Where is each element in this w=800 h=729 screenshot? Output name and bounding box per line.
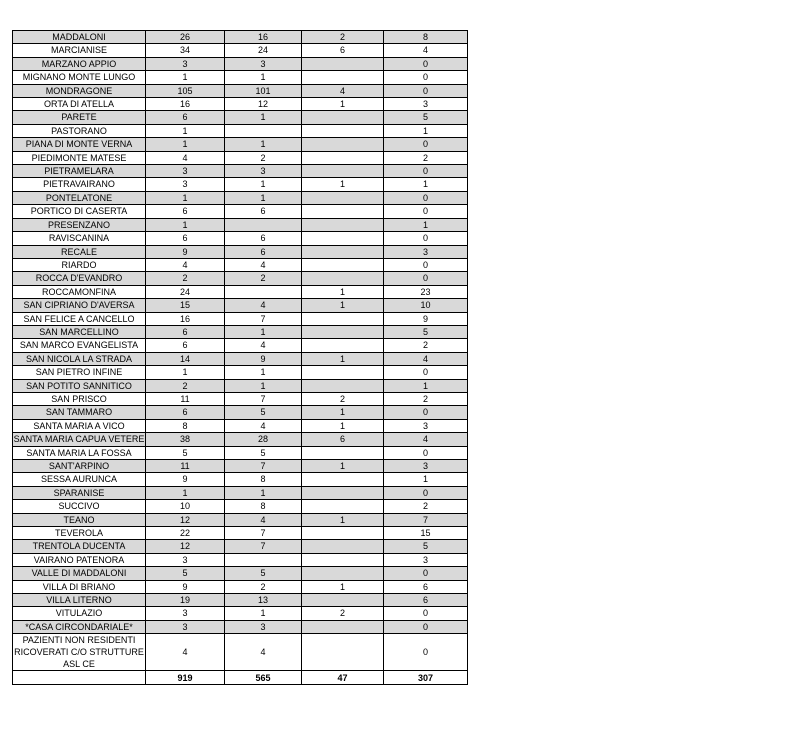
municipality-cell: VILLA LITERNO	[13, 594, 146, 607]
municipality-cell: SAN CIPRIANO D'AVERSA	[13, 299, 146, 312]
total-cell: 16	[146, 98, 225, 111]
column-4-cell: 0	[384, 620, 468, 633]
column-4-cell: 6	[384, 594, 468, 607]
column-4-cell: 8	[384, 31, 468, 44]
total-cell: 9	[146, 245, 225, 258]
table-row	[13, 580, 468, 593]
total-cell: 2	[146, 379, 225, 392]
table-row	[13, 513, 468, 526]
total-cell: 6	[146, 406, 225, 419]
column-4-cell: 3	[384, 98, 468, 111]
total-cell: 4	[146, 151, 225, 164]
total-cell: 2	[146, 272, 225, 285]
column-3-cell: 2	[302, 31, 384, 44]
column-2-cell: 7	[225, 392, 302, 405]
column-3-cell	[302, 446, 384, 459]
column-4-cell: 0	[384, 446, 468, 459]
column-2-cell: 7	[225, 527, 302, 540]
municipality-cell: SAN PIETRO INFINE	[13, 366, 146, 379]
column-4-cell: 3	[384, 419, 468, 432]
total-cell: 1	[146, 124, 225, 137]
column-3-cell	[302, 594, 384, 607]
total-cell: 22	[146, 527, 225, 540]
totals-municipality-cell	[13, 671, 146, 685]
column-4-cell: 0	[384, 165, 468, 178]
municipality-cell: SAN MARCELLINO	[13, 325, 146, 338]
column-2-cell	[225, 285, 302, 298]
column-4-cell: 0	[384, 258, 468, 271]
column-3-cell	[302, 111, 384, 124]
column-3-cell	[302, 151, 384, 164]
municipality-cell: PIEDIMONTE MATESE	[13, 151, 146, 164]
table-row	[13, 446, 468, 459]
table-row	[13, 553, 468, 566]
column-3-cell: 2	[302, 392, 384, 405]
column-4-cell: 0	[384, 71, 468, 84]
table-row	[13, 473, 468, 486]
totals-row	[13, 671, 468, 685]
table-row	[13, 312, 468, 325]
total-cell: 1	[146, 71, 225, 84]
column-2-cell: 101	[225, 84, 302, 97]
column-2-cell: 9	[225, 352, 302, 365]
total-cell: 9	[146, 580, 225, 593]
table-row	[13, 258, 468, 271]
municipality-cell: MONDRAGONE	[13, 84, 146, 97]
municipality-cell: MARCIANISE	[13, 44, 146, 57]
municipality-cell: SANT'ARPINO	[13, 460, 146, 473]
column-3-cell	[302, 486, 384, 499]
total-cell: 6	[146, 205, 225, 218]
municipality-cell: VAIRANO PATENORA	[13, 553, 146, 566]
total-cell: 9	[146, 473, 225, 486]
column-3-cell	[302, 57, 384, 70]
column-4-cell: 6	[384, 580, 468, 593]
column-4-cell: 1	[384, 124, 468, 137]
column-4-cell: 5	[384, 325, 468, 338]
table-row	[13, 31, 468, 44]
column-2-cell: 2	[225, 580, 302, 593]
column-2-cell: 4	[225, 258, 302, 271]
column-4-cell: 10	[384, 299, 468, 312]
column-4-cell: 23	[384, 285, 468, 298]
totals-column-3-cell: 47	[302, 671, 384, 685]
data-table-container	[12, 30, 468, 685]
column-2-cell: 1	[225, 138, 302, 151]
column-3-cell: 1	[302, 419, 384, 432]
municipality-cell: SANTA MARIA CAPUA VETERE	[13, 434, 145, 445]
column-2-cell: 1	[225, 191, 302, 204]
municipality-cell: SAN TAMMARO	[13, 406, 146, 419]
table-row	[13, 71, 468, 84]
total-cell: 3	[146, 620, 225, 633]
total-cell: 19	[146, 594, 225, 607]
table-row	[13, 272, 468, 285]
column-4-cell: 3	[384, 245, 468, 258]
column-3-cell	[302, 312, 384, 325]
table-row	[13, 245, 468, 258]
column-2-cell: 1	[225, 325, 302, 338]
table-row	[13, 486, 468, 499]
total-cell: 8	[146, 419, 225, 432]
column-2-cell: 1	[225, 379, 302, 392]
table-row	[13, 634, 468, 671]
municipality-cell: SAN POTITO SANNITICO	[13, 379, 146, 392]
column-4-cell: 1	[384, 473, 468, 486]
column-2-cell: 4	[225, 339, 302, 352]
column-3-cell: 6	[302, 44, 384, 57]
column-2-cell	[225, 124, 302, 137]
municipality-cell: VITULAZIO	[13, 607, 146, 620]
municipality-cell: ORTA DI ATELLA	[13, 98, 146, 111]
municipality-cell: RAVISCANINA	[13, 232, 146, 245]
table-row	[13, 44, 468, 57]
column-3-cell: 1	[302, 285, 384, 298]
municipality-cell: RECALE	[13, 245, 146, 258]
column-4-cell: 0	[384, 634, 468, 671]
total-cell: 6	[146, 111, 225, 124]
municipality-cell: *CASA CIRCONDARIALE*	[13, 620, 146, 633]
total-cell: 15	[146, 299, 225, 312]
column-4-cell: 5	[384, 111, 468, 124]
table-row	[13, 366, 468, 379]
total-cell: 14	[146, 352, 225, 365]
column-2-cell: 12	[225, 98, 302, 111]
total-cell: 1	[146, 366, 225, 379]
column-4-cell: 2	[384, 392, 468, 405]
column-2-cell: 1	[225, 111, 302, 124]
column-3-cell: 6	[302, 433, 384, 446]
table-row	[13, 111, 468, 124]
total-cell: 5	[146, 567, 225, 580]
table-body	[13, 31, 468, 685]
total-cell: 12	[146, 513, 225, 526]
total-cell: 26	[146, 31, 225, 44]
totals-column-2-cell: 565	[225, 671, 302, 685]
column-4-cell: 2	[384, 339, 468, 352]
column-4-cell: 0	[384, 84, 468, 97]
total-cell: 38	[146, 433, 225, 446]
municipality-cell: SAN FELICE A CANCELLO	[13, 312, 146, 325]
total-cell: 3	[146, 178, 225, 191]
column-2-cell: 24	[225, 44, 302, 57]
column-2-cell: 7	[225, 312, 302, 325]
table-row	[13, 406, 468, 419]
column-3-cell	[302, 500, 384, 513]
municipality-cell: VILLA DI BRIANO	[13, 580, 146, 593]
table-row	[13, 138, 468, 151]
column-3-cell: 1	[302, 98, 384, 111]
total-cell: 24	[146, 285, 225, 298]
table-row	[13, 325, 468, 338]
municipality-cell: ROCCAMONFINA	[13, 285, 146, 298]
column-3-cell	[302, 473, 384, 486]
municipality-cell: SANTA MARIA LA FOSSA	[13, 446, 146, 459]
column-4-cell: 0	[384, 366, 468, 379]
total-cell: 3	[146, 607, 225, 620]
column-3-cell: 1	[302, 299, 384, 312]
column-4-cell: 1	[384, 379, 468, 392]
table-row	[13, 620, 468, 633]
total-cell: 5	[146, 446, 225, 459]
column-3-cell: 2	[302, 607, 384, 620]
column-3-cell	[302, 325, 384, 338]
municipality-cell: TRENTOLA DUCENTA	[13, 540, 146, 553]
table-row	[13, 500, 468, 513]
column-2-cell: 7	[225, 460, 302, 473]
column-3-cell: 1	[302, 352, 384, 365]
table-row	[13, 165, 468, 178]
column-2-cell: 6	[225, 232, 302, 245]
column-2-cell: 7	[225, 540, 302, 553]
table-row	[13, 218, 468, 231]
column-3-cell	[302, 258, 384, 271]
total-cell: 11	[146, 392, 225, 405]
column-3-cell	[302, 138, 384, 151]
column-2-cell: 16	[225, 31, 302, 44]
column-4-cell: 0	[384, 607, 468, 620]
table-row	[13, 419, 468, 432]
column-2-cell: 5	[225, 567, 302, 580]
table-row	[13, 191, 468, 204]
column-3-cell	[302, 191, 384, 204]
table-row	[13, 124, 468, 137]
column-4-cell: 7	[384, 513, 468, 526]
column-3-cell	[302, 272, 384, 285]
total-cell: 3	[146, 57, 225, 70]
municipality-cell: MIGNANO MONTE LUNGO	[13, 71, 146, 84]
column-4-cell: 2	[384, 151, 468, 164]
column-4-cell: 4	[384, 44, 468, 57]
column-3-cell	[302, 165, 384, 178]
column-4-cell: 1	[384, 178, 468, 191]
totals-total-cell: 919	[146, 671, 225, 685]
column-3-cell: 1	[302, 460, 384, 473]
column-4-cell: 0	[384, 567, 468, 580]
column-4-cell: 0	[384, 205, 468, 218]
column-3-cell	[302, 366, 384, 379]
municipality-cell: ROCCA D'EVANDRO	[13, 272, 146, 285]
column-3-cell	[302, 218, 384, 231]
municipality-cell: VALLE DI MADDALONI	[13, 567, 146, 580]
column-4-cell: 4	[384, 433, 468, 446]
municipality-cell: SUCCIVO	[13, 500, 146, 513]
column-3-cell: 1	[302, 178, 384, 191]
column-4-cell: 0	[384, 138, 468, 151]
total-cell: 6	[146, 339, 225, 352]
column-2-cell: 4	[225, 419, 302, 432]
column-2-cell: 3	[225, 57, 302, 70]
column-2-cell: 1	[225, 366, 302, 379]
column-3-cell: 1	[302, 406, 384, 419]
municipality-cell: SAN MARCO EVANGELISTA	[13, 339, 146, 352]
total-cell: 12	[146, 540, 225, 553]
table-row	[13, 433, 468, 446]
table-row	[13, 607, 468, 620]
column-3-cell	[302, 540, 384, 553]
table-row	[13, 178, 468, 191]
total-cell: 1	[146, 138, 225, 151]
table-row	[13, 527, 468, 540]
column-4-cell: 1	[384, 218, 468, 231]
column-2-cell: 5	[225, 446, 302, 459]
column-2-cell: 28	[225, 433, 302, 446]
column-2-cell: 8	[225, 473, 302, 486]
column-2-cell: 2	[225, 272, 302, 285]
table-row	[13, 392, 468, 405]
total-cell: 1	[146, 486, 225, 499]
column-2-cell: 4	[225, 513, 302, 526]
column-2-cell: 6	[225, 245, 302, 258]
column-3-cell	[302, 620, 384, 633]
municipality-cell: PIANA DI MONTE VERNA	[13, 138, 146, 151]
column-4-cell: 2	[384, 500, 468, 513]
column-2-cell: 3	[225, 620, 302, 633]
column-2-cell	[225, 218, 302, 231]
table-row	[13, 567, 468, 580]
column-3-cell	[302, 553, 384, 566]
municipality-cell: SESSA AURUNCA	[13, 473, 146, 486]
municipality-cell: PRESENZANO	[13, 218, 146, 231]
table-row	[13, 151, 468, 164]
column-4-cell: 0	[384, 406, 468, 419]
column-2-cell: 1	[225, 607, 302, 620]
municipality-cell: PIETRAVAIRANO	[13, 178, 146, 191]
column-3-cell: 1	[302, 580, 384, 593]
municipality-cell: TEANO	[13, 513, 146, 526]
column-2-cell: 4	[225, 299, 302, 312]
total-cell: 3	[146, 553, 225, 566]
column-3-cell	[302, 71, 384, 84]
column-2-cell: 5	[225, 406, 302, 419]
total-cell: 4	[146, 258, 225, 271]
column-2-cell: 4	[225, 634, 302, 671]
municipality-cell: SAN PRISCO	[13, 392, 146, 405]
total-cell: 11	[146, 460, 225, 473]
column-2-cell: 8	[225, 500, 302, 513]
column-3-cell	[302, 567, 384, 580]
column-2-cell: 13	[225, 594, 302, 607]
column-3-cell	[302, 232, 384, 245]
column-4-cell: 0	[384, 191, 468, 204]
column-3-cell	[302, 205, 384, 218]
column-4-cell: 9	[384, 312, 468, 325]
table-row	[13, 460, 468, 473]
municipality-cell: SAN NICOLA LA STRADA	[13, 352, 146, 365]
table-row	[13, 352, 468, 365]
column-3-cell	[302, 379, 384, 392]
total-cell: 6	[146, 325, 225, 338]
table-row	[13, 232, 468, 245]
column-2-cell: 6	[225, 205, 302, 218]
municipality-cell: TEVEROLA	[13, 527, 146, 540]
table-row	[13, 299, 468, 312]
total-cell: 16	[146, 312, 225, 325]
table-row	[13, 57, 468, 70]
column-4-cell: 3	[384, 553, 468, 566]
total-cell: 34	[146, 44, 225, 57]
municipality-cell: PAZIENTI NON RESIDENTI RICOVERATI C/O STRUTTURE ASL CE	[14, 635, 144, 670]
column-3-cell: 4	[302, 84, 384, 97]
municipality-cell: MARZANO APPIO	[13, 57, 146, 70]
municipality-cell: SPARANISE	[13, 486, 146, 499]
column-2-cell: 1	[225, 486, 302, 499]
column-3-cell	[302, 527, 384, 540]
column-4-cell: 4	[384, 352, 468, 365]
column-2-cell	[225, 553, 302, 566]
column-3-cell	[302, 339, 384, 352]
table-row	[13, 84, 468, 97]
table-row	[13, 540, 468, 553]
municipality-cell: PONTELATONE	[13, 191, 146, 204]
table-row	[13, 339, 468, 352]
total-cell: 6	[146, 232, 225, 245]
column-2-cell: 3	[225, 165, 302, 178]
column-4-cell: 0	[384, 232, 468, 245]
column-3-cell	[302, 124, 384, 137]
municipality-cell: PIETRAMELARA	[13, 165, 146, 178]
column-2-cell: 1	[225, 178, 302, 191]
municipality-cell: RIARDO	[13, 258, 146, 271]
column-3-cell	[302, 245, 384, 258]
column-4-cell: 15	[384, 527, 468, 540]
column-4-cell: 3	[384, 460, 468, 473]
column-3-cell: 1	[302, 513, 384, 526]
municipality-cell: MADDALONI	[13, 31, 146, 44]
municipality-cell: PASTORANO	[13, 124, 146, 137]
municipality-table	[12, 30, 468, 685]
total-cell: 1	[146, 191, 225, 204]
total-cell: 105	[146, 84, 225, 97]
total-cell: 10	[146, 500, 225, 513]
total-cell: 1	[146, 218, 225, 231]
column-4-cell: 0	[384, 272, 468, 285]
municipality-cell: SANTA MARIA A VICO	[13, 419, 146, 432]
column-2-cell: 2	[225, 151, 302, 164]
table-row	[13, 205, 468, 218]
table-row	[13, 594, 468, 607]
table-row	[13, 379, 468, 392]
table-row	[13, 98, 468, 111]
column-3-cell	[302, 634, 384, 671]
totals-column-4-cell: 307	[384, 671, 468, 685]
column-4-cell: 0	[384, 486, 468, 499]
table-row	[13, 285, 468, 298]
municipality-cell: PORTICO DI CASERTA	[13, 205, 146, 218]
municipality-cell: PARETE	[13, 111, 146, 124]
total-cell: 4	[146, 634, 225, 671]
column-2-cell: 1	[225, 71, 302, 84]
column-4-cell: 0	[384, 57, 468, 70]
column-4-cell: 5	[384, 540, 468, 553]
total-cell: 3	[146, 165, 225, 178]
